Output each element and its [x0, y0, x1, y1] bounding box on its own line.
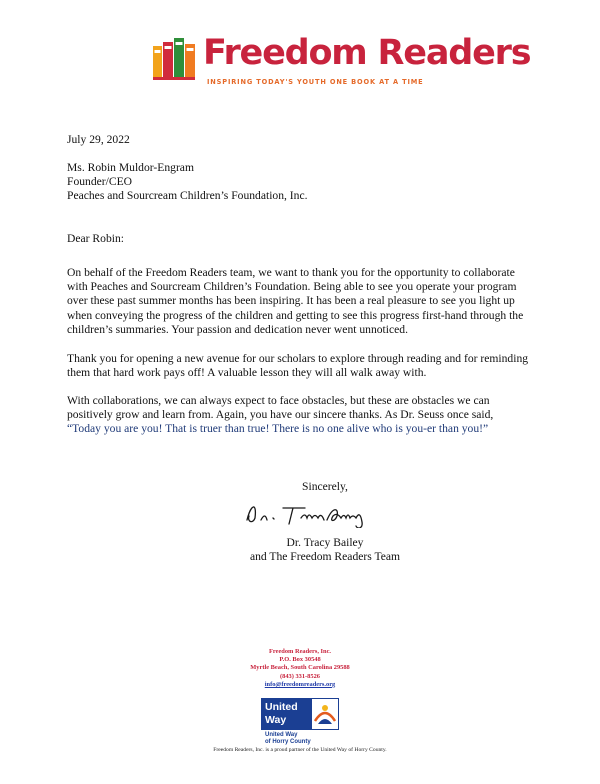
partner-note: Freedom Readers, Inc. is a proud partner of the United Way of Horry County. — [213, 747, 387, 753]
brand-tagline: INSPIRING TODAY'S YOUTH ONE BOOK AT A TIME — [207, 78, 424, 86]
recipient-organization: Peaches and Sourcream Children’s Foundation, Inc. — [67, 189, 308, 202]
footer-phone: (843) 331-8526 — [280, 672, 320, 680]
paragraph-line: when conveying the progress of the children and getting to see this progress first-hand through the — [67, 308, 524, 322]
footer-email-link[interactable]: info@freedomreaders.org — [264, 680, 336, 688]
signer-name: Dr. Tracy Bailey — [286, 536, 364, 549]
salutation: Dear Robin: — [67, 232, 124, 245]
paragraph-3 — [67, 394, 547, 437]
footer-address — [180, 648, 420, 689]
footer-city: Myrtle Beach, South Carolina 29588 — [250, 664, 350, 672]
paragraph-line: positively grow and learn from. Again, you have our sincere thanks. As Dr. Seuss once said, — [67, 408, 494, 422]
paragraph-line: children’s summaries. Your passion and dedication never went unnoticed. — [67, 322, 408, 336]
recipient-name: Ms. Robin Muldor-Engram — [67, 161, 194, 174]
paragraph-line: Thank you for opening a new avenue for our scholars to explore through reading and for reminding — [67, 352, 529, 365]
paragraph-2 — [67, 352, 547, 380]
paragraph-line: them that hard work pays off! A valuable lesson they will all walk away with. — [67, 366, 427, 380]
united-way-line2: Way — [265, 714, 287, 726]
paragraph-line: On behalf of the Freedom Readers team, we want to thank you for the opportunity to collaborate — [67, 266, 515, 279]
paragraph-line: over these past summer months has been inspiring. It has been a real pleasure to see you light up — [67, 294, 515, 308]
united-way-sub2: of Horry County — [265, 739, 311, 745]
united-way-sub1: United Way — [265, 732, 298, 738]
recipient-title: Founder/CEO — [67, 175, 133, 188]
closing: Sincerely, — [302, 480, 348, 493]
signer-team: and The Freedom Readers Team — [249, 550, 401, 563]
books-icon — [153, 38, 197, 80]
united-way-line1: United — [265, 701, 298, 713]
signature — [243, 498, 373, 528]
footer-org: Freedom Readers, Inc. — [269, 648, 331, 655]
united-way-logo — [261, 698, 339, 730]
paragraph-1 — [67, 266, 547, 337]
brand-name: Freedom Readers — [203, 33, 531, 73]
seuss-quote: “Today you are you! That is truer than true! There is no one alive who is you-er than you!” — [67, 422, 489, 436]
paragraph-line: With collaborations, we can always expect to face obstacles, but these are obstacles we can — [67, 394, 490, 407]
letter-date: July 29, 2022 — [67, 133, 130, 146]
united-way-wordmark — [261, 698, 311, 730]
united-way-emblem-icon — [311, 698, 339, 730]
paragraph-line: with Peaches and Sourcream Children’s Foundation. Being able to see you operate your program — [67, 280, 517, 294]
footer-po-box: P.O. Box 30548 — [279, 656, 321, 664]
freedom-readers-logo — [153, 33, 531, 92]
